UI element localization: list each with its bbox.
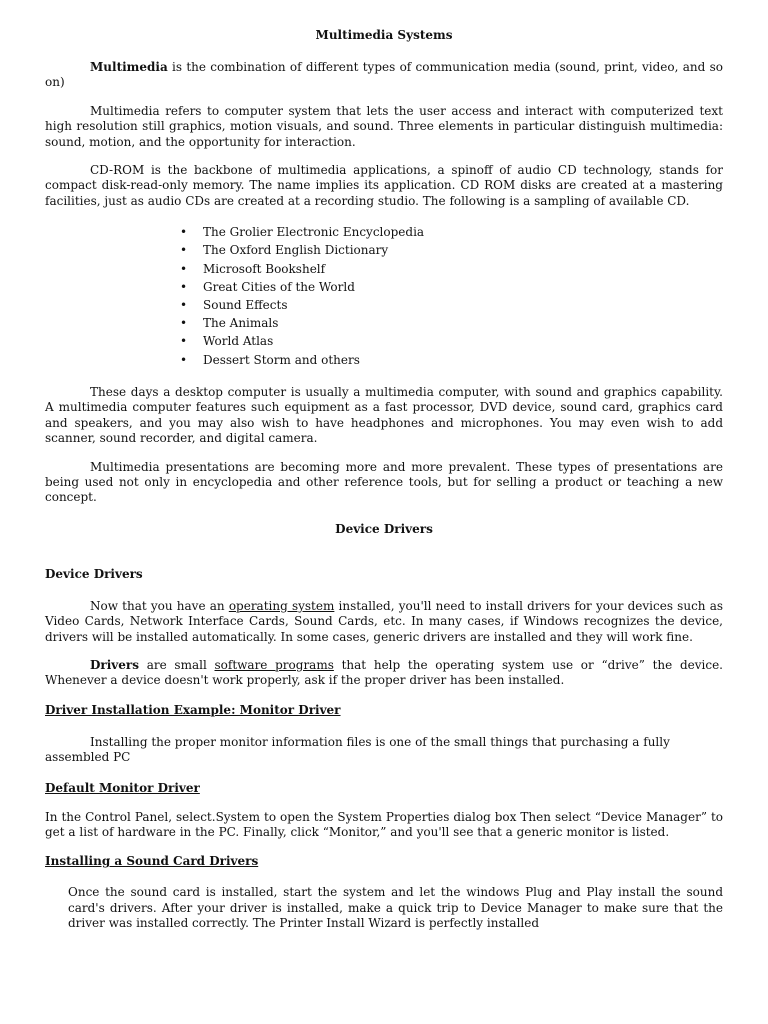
paragraph-multimedia-refers: Multimedia refers to computer system that lets the user access and interact with computerized text high resolution still graphics, motion visuals, and sound. Three elements in particular distinguish multimedia: sound, motion, and the opportunity for interaction. xyxy=(45,103,723,149)
list-item: • Microsoft Bookshelf xyxy=(180,260,723,278)
multimedia-term: Multimedia xyxy=(90,60,168,74)
software-programs-link[interactable]: software programs xyxy=(214,657,334,672)
paragraph-presentations: Multimedia presentations are becoming more and more prevalent. These types of presentations are being used not only in encyclopedia and other reference tools, but for selling a product or teaching a new concept. xyxy=(45,459,723,505)
paragraph-default-monitor: In the Control Panel, select.System to open the System Properties dialog box Then select “Device Manager” to get a list of hardware in the PC. Finally, click “Monitor,” and you'll see that a generic monitor is listed. xyxy=(45,809,723,839)
list-item: • Dessert Storm and others xyxy=(180,351,723,369)
list-item: • The Grolier Electronic Encyclopedia xyxy=(180,223,723,241)
paragraph-install-example: Installing the proper monitor information files is one of the small things that purchasing a fully assembled PC xyxy=(45,734,670,765)
paragraph-install-drivers xyxy=(45,599,723,645)
paragraph-desktop-computer: These days a desktop computer is usually a multimedia computer, with sound and graphics capability. A multimedia computer features such equipment as a fast processor, DVD device, sound card, graphics card and speakers, and you may also wish to have headphones and microphones. You may even wish to add scanner, sound recorder, and digital camera. xyxy=(45,384,723,446)
heading-sound-card: Installing a Sound Card Drivers xyxy=(45,854,259,869)
paragraph-cd-rom: CD-ROM is the backbone of multimedia applications, a spinoff of audio CD technology, stands for compact disk-read-only memory. The name implies its application. CD ROM disks are created at a mastering facilities, just as audio CDs are created at a recording studio. The following is a sampling of available CD. xyxy=(45,163,723,208)
heading-device-drivers: Device Drivers xyxy=(45,566,143,581)
heading-default-monitor: Default Monitor Driver xyxy=(45,780,200,795)
list-item: • The Animals xyxy=(180,314,723,332)
paragraph-sound-card: Once the sound card is installed, start the system and let the windows Plug and Play install the sound card's drivers. After your driver is installed, make a quick trip to Device Manager to make sure that the driver was installed correctly. The Printer Install Wizard is perfectly installed xyxy=(68,885,723,931)
paragraph-multimedia-definition xyxy=(45,60,723,91)
text-segment: installed, you'll need to install drivers for your devices such as Video Cards, Network Interface Cards, Sound Cards, etc. In many cases, if Windows recognizes the device, drivers will be installed automatically. In some cases, generic drivers are installed and they will work fine. xyxy=(45,598,724,644)
list-item: • Sound Effects xyxy=(180,296,723,314)
page-title: Multimedia Systems xyxy=(315,28,453,42)
multimedia-definition-text: is the combination of different types of communication media (sound, print, video, and so on) xyxy=(45,60,723,90)
list-item: • Great Cities of the World xyxy=(180,278,723,296)
operating-system-link[interactable]: operating system xyxy=(228,598,335,613)
section-title-device-drivers: Device Drivers xyxy=(335,521,433,536)
text-segment: that help the operating system use or “drive” the device. Whenever a device doesn't work properly, ask if the proper driver has been installed. xyxy=(45,657,723,688)
drivers-term: Drivers xyxy=(90,657,139,672)
paragraph-drivers-definition xyxy=(45,658,723,689)
text-segment: are small xyxy=(138,657,215,672)
cd-list xyxy=(45,223,723,369)
text-segment: Now that you have an xyxy=(90,598,229,613)
list-item: • World Atlas xyxy=(180,332,723,350)
heading-install-example: Driver Installation Example: Monitor Driver xyxy=(45,702,341,717)
list-item: • The Oxford English Dictionary xyxy=(180,241,723,259)
